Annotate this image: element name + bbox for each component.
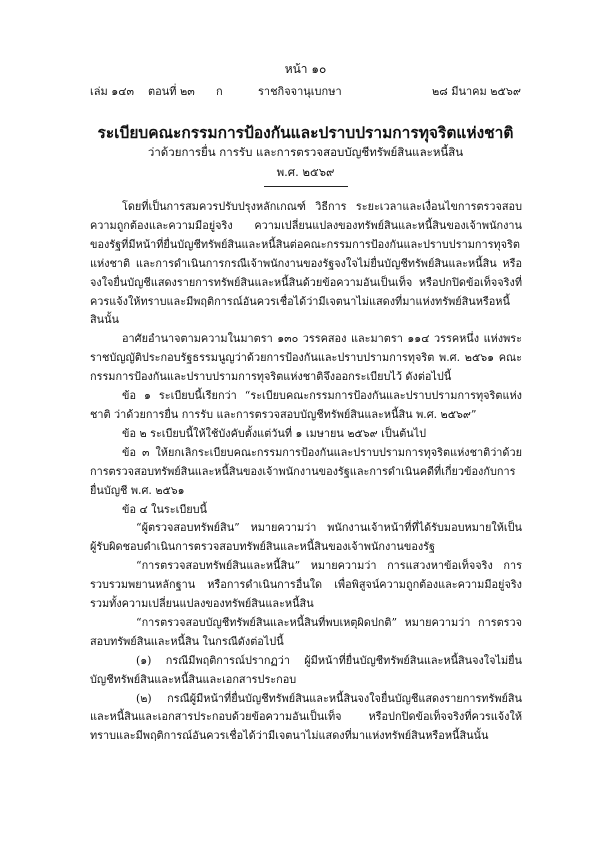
clause-1: ข้อ ๑ ระเบียบนี้เรียกว่า “ระเบียบคณะกรรมการป้องกันและปราบปรามการทุจริตแห่งชาติ ว่าด้วยการยื่น การรับ และการตรวจสอบบัญชีทรัพย์สินและหนี้สิน พ.ศ. ๒๕๖๙” <box>90 389 522 421</box>
section-label: ก <box>216 85 223 98</box>
definition: “ผู้ตรวจสอบทรัพย์สิน” หมายความว่า พนักงานเจ้าหน้าที่ที่ได้รับมอบหมายให้เป็นผู้รับผิดชอบดำเนินการตรวจสอบทรัพย์สินและหนี้สินของเจ้าพนักงานของรัฐ <box>90 521 522 554</box>
definition-item: (๑) กรณีมีพฤติการณ์ปรากฏว่า ผู้มีหน้าที่ยื่นบัญชีทรัพย์สินและหนี้สินจงใจไม่ยื่นบัญชีทรัพย์สินและหนี้สินและเอกสารประกอบ <box>90 653 522 686</box>
document-subtitle: ว่าด้วยการยื่น การรับ และการตรวจสอบบัญชีทรัพย์สินและหนี้สิน <box>147 145 464 159</box>
part-label: ตอนที่ ๒๓ <box>148 85 195 98</box>
document-year: พ.ศ. ๒๕๖๙ <box>276 165 335 179</box>
clause-2: ข้อ ๒ ระเบียบนี้ให้ใช้บังคับตั้งแต่วันที่ ๑ เมษายน ๒๕๖๙ เป็นต้นไป <box>122 426 427 440</box>
clause-3: ข้อ ๓ ให้ยกเลิกระเบียบคณะกรรมการป้องกันและปราบปรามการทุจริตแห่งชาติว่าด้วยการตรวจสอบทรัพย์สินและหนี้สินของเจ้าพนักงานของรัฐและการดำเนินคดีที่เกี่ยวข้องกับการยื่นบัญชี พ.ศ. ๒๕๖๑ <box>90 445 522 497</box>
definition: “การตรวจสอบทรัพย์สินและหนี้สิน” หมายความว่า การแสวงหาข้อเท็จจริง การรวบรวมพยานหลักฐาน หรือการดำเนินการอื่นใด เพื่อพิสูจน์ความถูกต้องและความมีอยู่จริง รวมทั้งความเปลี่ยนแปลงของทรัพย์สินและหนี้สิน <box>90 559 522 611</box>
gazette-name: ราชกิจจานุเบกษา <box>258 85 342 98</box>
volume-label: เล่ม ๑๔๓ <box>90 85 135 98</box>
title-divider <box>264 186 348 187</box>
definition-item: (๒) กรณีผู้มีหน้าที่ยื่นบัญชีทรัพย์สินและหนี้สินจงใจยื่นบัญชีแสดงรายการทรัพย์สินและหนี้สินและเอกสารประกอบด้วยข้อความอันเป็นเท็จ หรือปกปิดข้อเท็จจริงที่ควรแจ้งให้ทราบและมีพฤติการณ์อันควรเชื่อได้ว่ามีเจตนาไม่แสดงที่มาแห่งทรัพย์สินหรือหนี้สินนั้น <box>90 691 522 743</box>
clause-4: ข้อ ๔ ในระเบียบนี้ <box>122 502 207 516</box>
paragraph: โดยที่เป็นการสมควรปรับปรุงหลักเกณฑ์ วิธีการ ระยะเวลาและเงื่อนไขการตรวจสอบความถูกต้องและความมีอยู่จริง ความเปลี่ยนแปลงของทรัพย์สินและหนี้สินของเจ้าพนักงานของรัฐที่มีหน้าที่ยื่นบัญชีทรัพย์สินและหนี้สินต่อคณะกรรมการป้องกันและปราบปรามการทุจริตแห่งชาติ และการดำเนินการกรณีเจ้าพนักงานของรัฐจงใจไม่ยื่นบัญชีทรัพย์สินและหนี้สิน หรือจงใจยื่นบัญชีแสดงรายการทรัพย์สินและหนี้สินด้วยข้อความอันเป็นเท็จ หรือปกปิดข้อเท็จจริงที่ควรแจ้งให้ทราบและมีพฤติการณ์อันควรเชื่อได้ว่ามีเจตนาไม่แสดงที่มาแห่งทรัพย์สินหรือหนี้สินนั้น <box>90 200 522 327</box>
publication-date: ๒๘ มีนาคม ๒๕๖๙ <box>432 85 521 98</box>
paragraph: อาศัยอำนาจตามความในมาตรา ๑๓๐ วรรคสอง และมาตรา ๑๑๔ วรรคหนึ่ง แห่งพระราชบัญญัติประกอบรัฐธรรมนูญว่าด้วยการป้องกันและปราบปรามการทุจริต พ.ศ. ๒๕๖๑ คณะกรรมการป้องกันและปราบปรามการทุจริตแห่งชาติจึงออกระเบียบไว้ ดังต่อไปนี้ <box>90 332 522 384</box>
definition: “การตรวจสอบบัญชีทรัพย์สินและหนี้สินที่พบเหตุผิดปกติ” หมายความว่า การตรวจสอบทรัพย์สินและหนี้สิน ในกรณีดังต่อไปนี้ <box>90 615 522 648</box>
document-body <box>90 198 522 746</box>
page-number: หน้า ๑๐ <box>284 62 327 76</box>
document-title: ระเบียบคณะกรรมการป้องกันและปราบปรามการทุจริตแห่งชาติ <box>97 123 514 142</box>
